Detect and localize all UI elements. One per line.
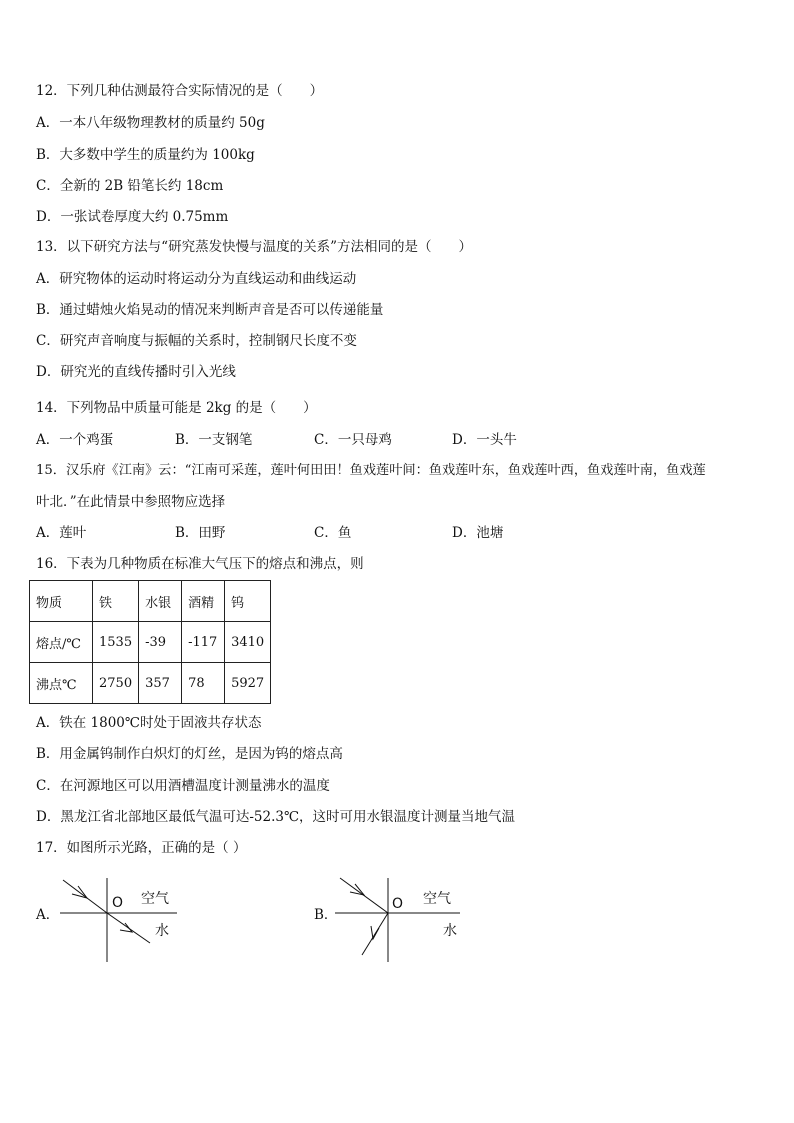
q14-option-a: A．一个鸡蛋 xyxy=(36,432,114,448)
table-cell: 酒精 xyxy=(182,581,225,622)
q13-option-a: A．研究物体的运动时将运动分为直线运动和曲线运动 xyxy=(36,271,357,287)
q17-stem: 17．如图所示光路，正确的是（ ） xyxy=(36,840,247,856)
q13-stem: 13．以下研究方法与“研究蒸发快慢与温度的关系”方法相同的是（ ） xyxy=(36,239,472,255)
table-cell: 沸点℃ xyxy=(30,663,93,704)
table-cell: 78 xyxy=(182,663,225,704)
arrow-icon xyxy=(371,926,379,939)
water-label: 水 xyxy=(443,923,457,939)
table-cell: -39 xyxy=(139,622,182,663)
table-cell: 熔点/℃ xyxy=(30,622,93,663)
q15-option-b: B．田野 xyxy=(175,525,226,541)
q16-option-d: D．黑龙江省北部地区最低气温可达-52.3℃，这时可用水银温度计测量当地气温 xyxy=(36,809,516,825)
q12-option-d: D．一张试卷厚度大约 0.75mm xyxy=(36,209,229,225)
q17-figure-a xyxy=(55,870,190,965)
q15-option-c: C．鱼 xyxy=(314,525,352,541)
q14-option-d: D．一头牛 xyxy=(452,432,517,448)
q16-option-c: C．在河源地区可以用酒槽温度计测量沸水的温度 xyxy=(36,778,330,794)
q15-stem-line1: 15．汉乐府《江南》云：“江南可采莲，莲叶何田田！鱼戏莲叶间：鱼戏莲叶东，鱼戏莲叶西，鱼戏莲叶南，鱼戏莲 xyxy=(36,463,706,478)
table-cell: -117 xyxy=(182,622,225,663)
table-cell: 物质 xyxy=(30,581,93,622)
water-label: 水 xyxy=(155,923,169,939)
q12-option-c: C．全新的 2B 铅笔长约 18cm xyxy=(36,178,224,194)
q16-stem: 16．下表为几种物质在标准大气压下的熔点和沸点，则 xyxy=(36,556,364,572)
q12-option-a: A．一本八年级物理教材的质量约 50g xyxy=(36,115,265,131)
q12-stem: 12．下列几种估测最符合实际情况的是（ ） xyxy=(36,83,324,99)
air-label: 空气 xyxy=(423,891,451,907)
point-o-label: O xyxy=(112,895,124,911)
q15-stem-line2: 叶北．”在此情景中参照物应选择 xyxy=(36,494,226,510)
q14-option-b: B．一支钢笔 xyxy=(175,432,253,448)
q15-option-d: D．池塘 xyxy=(452,525,504,541)
table-cell: 钨 xyxy=(225,581,271,622)
q14-option-c: C．一只母鸡 xyxy=(314,432,392,448)
q16-option-b: B．用金属钨制作白炽灯的灯丝，是因为钨的熔点高 xyxy=(36,746,343,762)
q16-option-a: A．铁在 1800℃时处于固液共存状态 xyxy=(36,715,262,731)
table-cell: 水银 xyxy=(139,581,182,622)
q13-option-b: B．通过蜡烛火焰晃动的情况来判断声音是否可以传递能量 xyxy=(36,302,384,318)
refracted-ray xyxy=(362,913,388,955)
table-cell: 1535 xyxy=(93,622,139,663)
q17-option-b-label: B． xyxy=(314,907,338,923)
q16-table xyxy=(29,580,271,704)
q14-stem: 14．下列物品中质量可能是 2kg 的是（ ） xyxy=(36,400,317,416)
table-cell: 2750 xyxy=(93,663,139,704)
air-label: 空气 xyxy=(141,891,169,907)
q15-option-a: A．莲叶 xyxy=(36,525,87,541)
arrow-icon xyxy=(120,923,132,932)
point-o-label: O xyxy=(392,896,404,912)
table-row xyxy=(30,663,271,704)
table-cell: 5927 xyxy=(225,663,271,704)
table-row xyxy=(30,622,271,663)
q13-option-d: D．研究光的直线传播时引入光线 xyxy=(36,364,236,380)
q17-figure-b xyxy=(330,870,465,965)
q13-option-c: C．研究声音响度与振幅的关系时，控制钢尺长度不变 xyxy=(36,333,357,349)
table-cell: 铁 xyxy=(93,581,139,622)
q12-option-b: B．大多数中学生的质量约为 100kg xyxy=(36,147,255,163)
q17-option-a-label: A． xyxy=(36,907,60,923)
table-cell: 3410 xyxy=(225,622,271,663)
table-cell: 357 xyxy=(139,663,182,704)
table-header-row xyxy=(30,581,271,622)
incident-ray xyxy=(63,880,107,913)
